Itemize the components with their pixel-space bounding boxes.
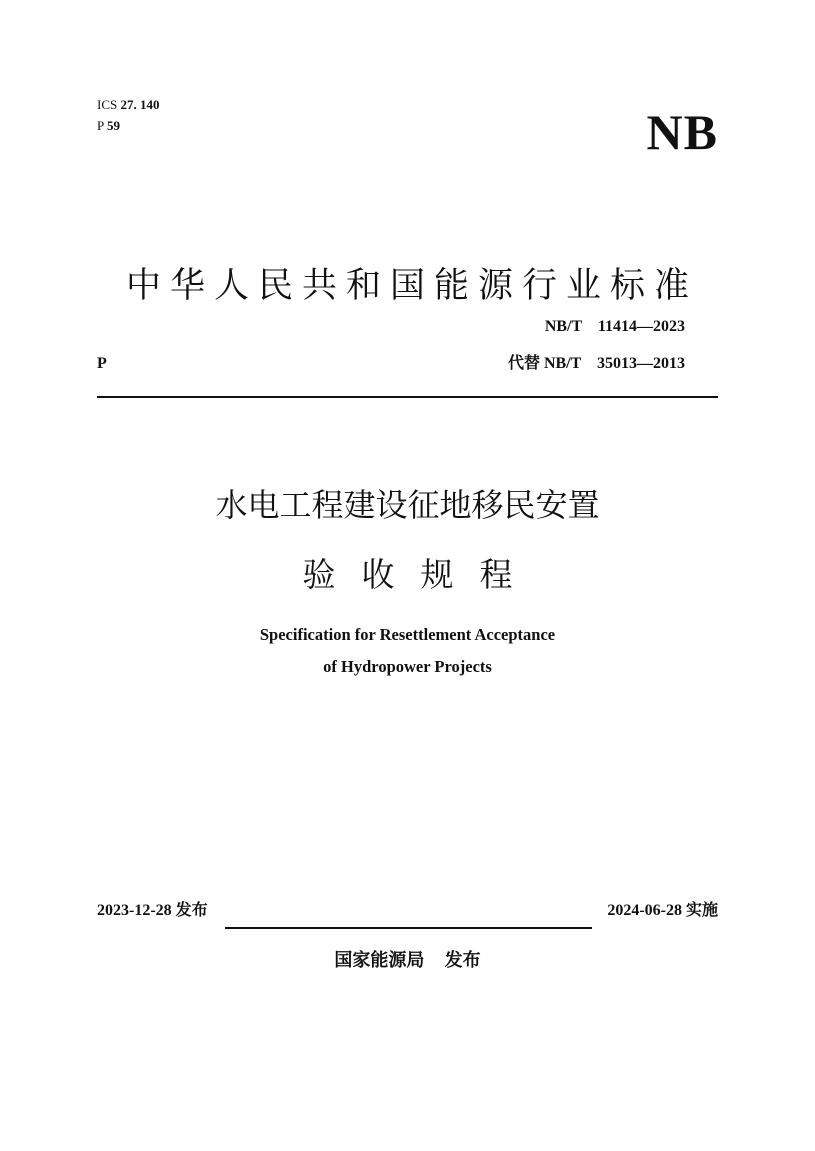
implementation-date: 2024-06-28 实施: [607, 902, 718, 919]
header-divider: [97, 396, 718, 398]
p-value: 59: [107, 118, 120, 133]
publisher: 国家能源局 发布: [334, 950, 481, 971]
ics-label: ICS: [97, 97, 118, 112]
title-cn-line2: 验收规程: [302, 555, 539, 594]
standard-category-title: 中华人民共和国能源行业标准: [125, 266, 698, 306]
release-date: 2023-12-28 发布: [97, 902, 208, 919]
replaces-standard: 代替 NB/T 35013—2013: [507, 355, 685, 372]
p-label: P: [97, 118, 104, 133]
footer-divider: [225, 927, 592, 929]
standard-number: NB/T 11414—2023: [544, 318, 685, 335]
title-en-line1: Specification for Resettlement Acceptance: [259, 625, 556, 644]
title-cn-line1: 水电工程建设征地移民安置: [215, 486, 600, 524]
nb-logo: NB: [646, 104, 718, 160]
ics-value: 27. 140: [120, 97, 160, 112]
classification-code: [97, 118, 120, 134]
p-mark: P: [97, 355, 107, 372]
title-en-line2: of Hydropower Projects: [323, 657, 492, 676]
ics-code: [97, 97, 159, 113]
